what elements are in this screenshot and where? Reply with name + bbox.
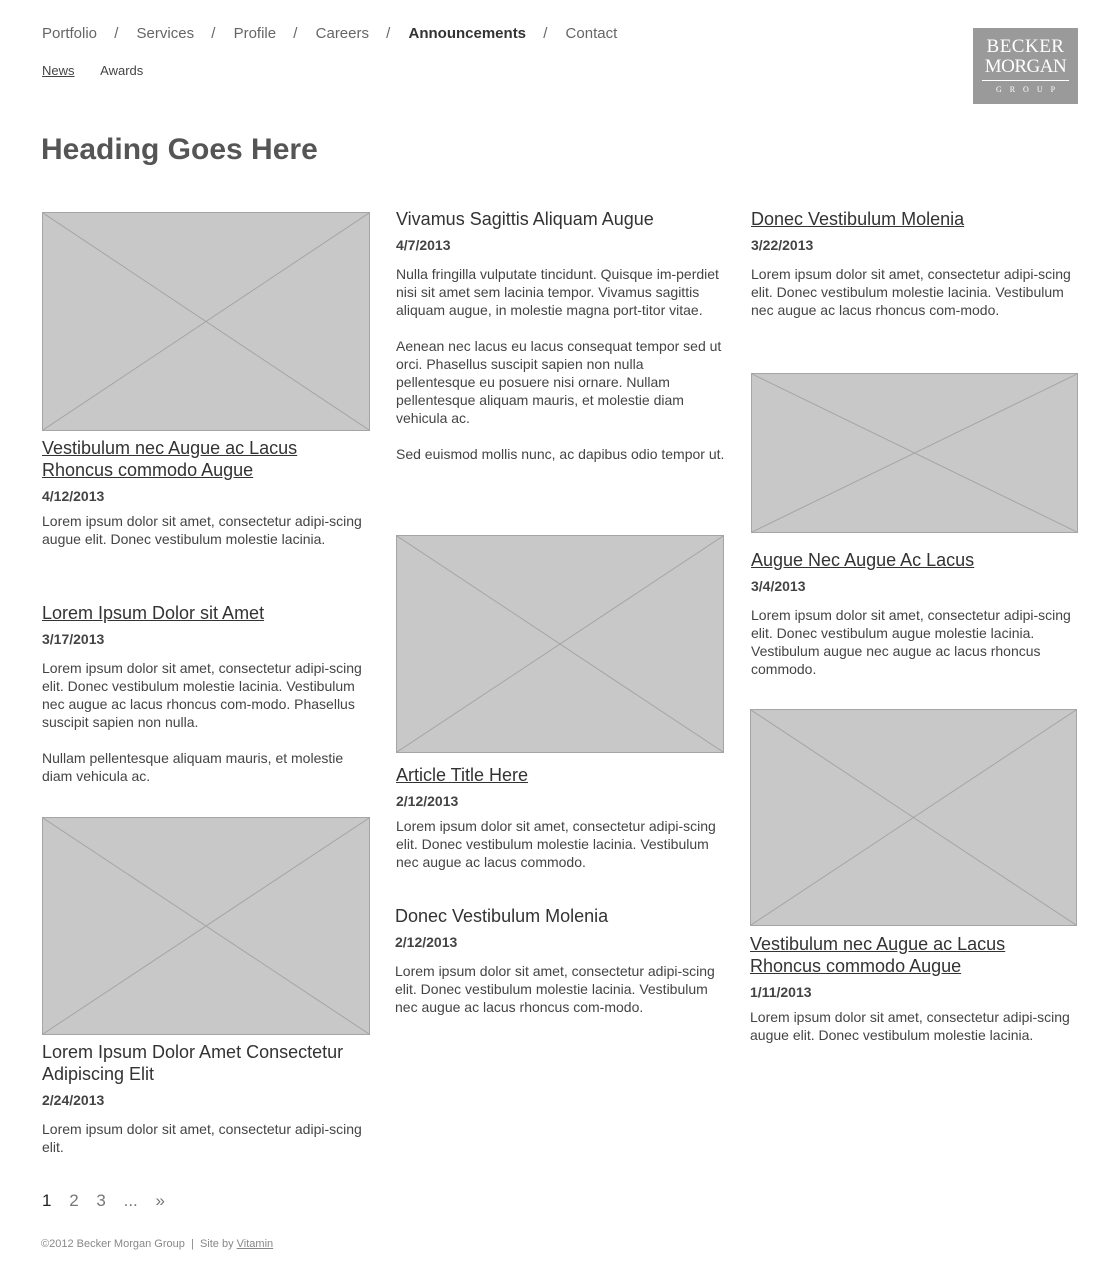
nav-item-services[interactable]: Services <box>136 25 195 42</box>
article-date: 4/7/2013 <box>396 237 451 253</box>
article-excerpt: Nulla fringilla vulputate tincidunt. Quisque im-perdiet nisi sit amet sem lacinia tempor. Vivamus sagittis aliquam augue, in molestie magna port-titor vitae. Aenean nec lacus eu lacus consequat tempor sed ut orci. Phasellus suscipit sapien non nulla pellentesque eu posuere nisi ornare. Nullam pellentesque aliquam mauris, et molestie diam vehicula ac. Sed euismod mollis nunc, ac dapibus odio tempor ut. <box>396 266 725 462</box>
footer-divider: | <box>190 1238 194 1250</box>
article-card <box>42 437 372 548</box>
article-title: Donec Vestibulum Molenia <box>395 906 609 926</box>
article-card <box>396 764 726 871</box>
article-excerpt: Lorem ipsum dolor sit amet, consectetur adipi-scing elit. Donec vestibulum augue molestie lacinia. Vestibulum augue nec augue ac lacus rhoncus commodo. <box>751 607 1071 677</box>
nav-item-profile[interactable]: Profile <box>233 25 277 42</box>
article-title-link[interactable]: Lorem Ipsum Dolor sit Amet <box>42 603 265 623</box>
page-link-1[interactable]: 1 <box>42 1191 52 1210</box>
footer-credit-link[interactable]: Vitamin <box>236 1238 274 1250</box>
subnav-item-news[interactable]: News <box>42 63 75 78</box>
footer-copyright: ©2012 Becker Morgan Group <box>41 1238 185 1250</box>
article-excerpt: Lorem ipsum dolor sit amet, consectetur adipi-scing elit. Donec vestibulum molestie lacinia. Vestibulum nec augue ac lacus rhoncus com-modo. <box>395 963 715 1015</box>
article-date: 3/17/2013 <box>42 631 105 647</box>
article-image-placeholder[interactable] <box>42 212 370 431</box>
nav-item-portfolio[interactable]: Portfolio <box>42 25 98 42</box>
article-card <box>42 1041 372 1156</box>
article-excerpt: Lorem ipsum dolor sit amet, consectetur adipi-scing elit. Donec vestibulum molestie lacinia. Vestibulum nec augue ac lacus rhoncus com-modo. Phasellus suscipit sapien non nulla. Nullam pellentesque aliquam mauris, et molestie diam vehicula ac. <box>42 660 362 784</box>
nav-separator: / <box>543 25 548 42</box>
article-date: 2/12/2013 <box>396 793 459 809</box>
nav-item-announcements[interactable]: Announcements <box>408 25 527 42</box>
article-excerpt: Lorem ipsum dolor sit amet, consectetur adipi-scing elit. Donec vestibulum molestie lacinia. Vestibulum nec augue ac lacus rhoncus com-modo. <box>751 266 1071 318</box>
subnav-item-awards[interactable]: Awards <box>100 63 144 78</box>
article-date: 3/4/2013 <box>751 578 806 594</box>
nav-separator: / <box>386 25 391 42</box>
article-image-placeholder[interactable] <box>42 817 370 1035</box>
article-image-placeholder[interactable] <box>396 535 724 753</box>
article-title-link[interactable]: Article Title Here <box>396 765 529 785</box>
article-excerpt: Lorem ipsum dolor sit amet, consectetur adipi-scing augue elit. Donec vestibulum molestie lacinia. <box>42 513 362 547</box>
article-title-link[interactable]: Vestibulum nec Augue ac Lacus Rhoncus commodo Augue <box>750 934 1006 976</box>
nav-item-careers[interactable]: Careers <box>315 25 369 42</box>
sub-navigation <box>42 63 165 78</box>
article-title: Vivamus Sagittis Aliquam Augue <box>396 209 654 229</box>
article-image-placeholder[interactable] <box>751 373 1078 533</box>
article-image-placeholder[interactable] <box>750 709 1077 926</box>
page-ellipsis: ... <box>123 1191 138 1210</box>
logo-line-morgan: MORGAN <box>984 56 1067 77</box>
article-excerpt: Lorem ipsum dolor sit amet, consectetur adipi-scing elit. Donec vestibulum molestie lacinia. Vestibulum nec augue ac lacus commodo. <box>396 818 716 870</box>
pagination <box>42 1191 178 1211</box>
logo-divider <box>982 80 1069 81</box>
article-excerpt: Lorem ipsum dolor sit amet, consectetur adipi-scing elit. <box>42 1121 362 1155</box>
article-excerpt: Lorem ipsum dolor sit amet, consectetur adipi-scing augue elit. Donec vestibulum molestie lacinia. <box>750 1009 1070 1043</box>
article-title: Lorem Ipsum Dolor Amet Consectetur Adipiscing Elit <box>42 1042 344 1084</box>
footer <box>41 1238 273 1250</box>
company-logo[interactable] <box>973 28 1078 104</box>
nav-separator: / <box>114 25 119 42</box>
image-placeholder-icon <box>43 818 369 1034</box>
next-page-button[interactable]: » <box>155 1191 165 1210</box>
image-placeholder-icon <box>751 710 1076 925</box>
article-card <box>751 208 1081 319</box>
article-card <box>396 208 726 463</box>
footer-credit-prefix: Site by <box>199 1238 234 1250</box>
article-date: 1/11/2013 <box>750 984 812 1000</box>
article-card <box>42 602 372 785</box>
main-navigation <box>42 25 617 42</box>
page-link-3[interactable]: 3 <box>96 1191 106 1210</box>
image-placeholder-icon <box>397 536 723 752</box>
logo-line-becker: BECKER <box>986 36 1065 57</box>
image-placeholder-icon <box>752 374 1077 532</box>
page-title: Heading Goes Here <box>41 133 318 166</box>
nav-separator: / <box>293 25 298 42</box>
nav-separator: / <box>211 25 216 42</box>
article-title-link[interactable]: Augue Nec Augue Ac Lacus <box>751 550 975 570</box>
article-card <box>395 905 725 1016</box>
article-card <box>751 549 1081 678</box>
article-date: 2/24/2013 <box>42 1092 105 1108</box>
article-date: 3/22/2013 <box>751 237 814 253</box>
article-date: 4/12/2013 <box>42 488 105 504</box>
nav-item-contact[interactable]: Contact <box>565 25 618 42</box>
page-link-2[interactable]: 2 <box>69 1191 79 1210</box>
article-date: 2/12/2013 <box>395 934 458 950</box>
article-card <box>750 933 1080 1044</box>
image-placeholder-icon <box>43 213 369 430</box>
article-title-link[interactable]: Donec Vestibulum Molenia <box>751 209 965 229</box>
article-title-link[interactable]: Vestibulum nec Augue ac Lacus Rhoncus commodo Augue <box>42 438 298 480</box>
logo-line-group: GROUP <box>995 85 1064 94</box>
